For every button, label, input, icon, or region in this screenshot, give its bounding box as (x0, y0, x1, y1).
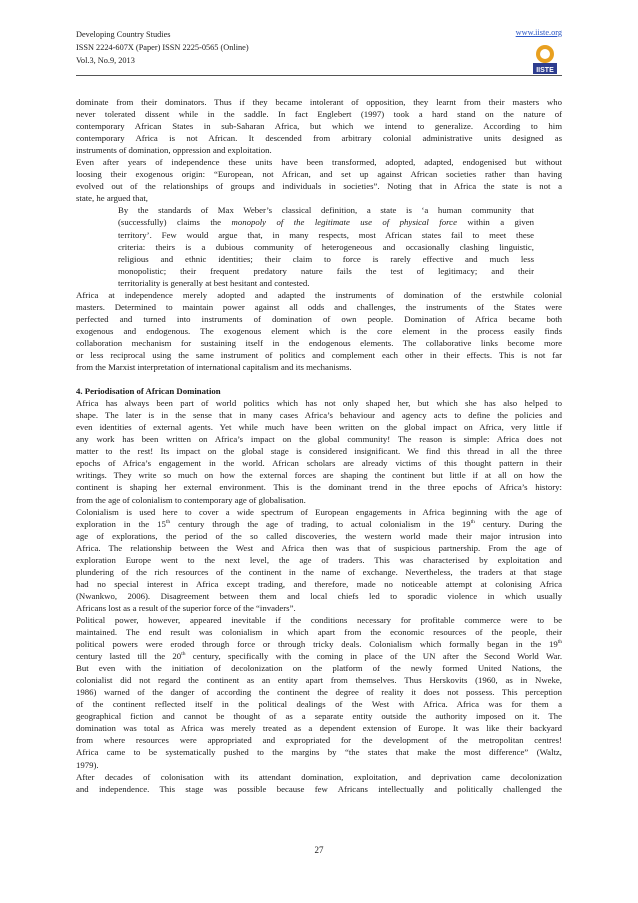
text-line: masters. Determined to maintain power against all odds and challenges, the instruments of the States were (76, 301, 562, 312)
text-line: 1979). (76, 759, 99, 770)
page-header (76, 28, 562, 92)
text-line: Africa came to be systematically pushed to the margins by “the states that make the most difference” (Waltz, (76, 747, 562, 758)
text-line: shape. The later is in the sense that in many cases Africa’s behaviour and agency acts to define the policies and (76, 410, 562, 421)
text-line: Colonialism is used here to cover a wide spectrum of European engagements in Africa beginning with the age of (76, 506, 562, 517)
superscript: th (470, 518, 475, 525)
text-segment: century lasted till the 20 (76, 651, 182, 662)
text-line (76, 650, 562, 662)
text-line: After decades of colonisation with its attendant domination, exploitation, and deprivation came decolonization (76, 771, 562, 782)
text-line: even identities of external agents. Yet while much have been written on the global impact on Africa, very little if (76, 422, 562, 433)
paragraph-4 (76, 397, 562, 505)
text-segment: century through the age of trading, to actual colonialism in the 19 (170, 518, 471, 529)
text-line: instruments of domination, oppression and exploitation. (76, 145, 272, 156)
text-line: colonialist did not regard the continent as an entity apart from themselves. Thus Herskovits (1960, as in Nweke, (76, 675, 562, 686)
header-divider (76, 75, 562, 76)
text-line: geographical fiction and cannot be thought of as a separate entity outside the authority imposed on it. The (76, 711, 562, 722)
text-line: never tolerated dissent while in the saddle. In fact Englebert (1997) took a hard stand on the nature of (76, 109, 562, 120)
text-line: (Nwankwo, 2006). Disagreement between them and local chiefs led to sporadic violence in which usually (76, 590, 562, 601)
text-segment: political powers were eroded through force or through tricky deals. Colonialism which formally began in the 19 (76, 639, 558, 650)
journal-title: Developing Country Studies (76, 30, 171, 39)
text-line: any work has been written on Africa’s impact on the global community! The reason is simple: Africa does not (76, 434, 562, 445)
quote-line: monopolistic; their frequent predatory nature fails the test of legitimacy; and their (118, 265, 534, 276)
article-body (76, 96, 562, 795)
quote-text: (successfully) claims the (118, 217, 232, 228)
text-line: perfected and turned into instruments of domination of own people. Domination of Africa became both (76, 313, 562, 324)
paragraph-1 (76, 96, 562, 156)
superscript: th (165, 518, 171, 525)
paragraph-6 (76, 614, 562, 771)
text-line (76, 638, 562, 650)
text-line: Political power, however, appeared inevitable if the conditions necessary for profitable commerce were to be (76, 614, 562, 625)
quote-line: religious and ethnic identities; their claim to force is rarely effective and much less (118, 253, 534, 264)
text-segment: century. During the (474, 518, 562, 529)
paragraph-3 (76, 289, 562, 373)
text-line: from the age of colonialism to contemporary age of globalisation. (76, 494, 306, 505)
text-line: epochs of Africa’s engagement in the world. African scholars are already victims of this thought pattern in their (76, 458, 562, 469)
text-line: Africa. The relationship between the West and Africa then was that of suspicious partnership. From the age of (76, 542, 562, 553)
quote-emphasis: monopoly of the legitimate use of physical force (231, 217, 457, 228)
text-line: from where resources were appropriated and expropriated for the development of the metropolitan centres! (76, 735, 562, 746)
quote-line: criteria: theirs is a dubious community of heterogeneous and occasionally clashing linguistic, (118, 241, 534, 252)
section-heading (76, 385, 562, 397)
paragraph-5 (76, 506, 562, 614)
text-line: Africa has always been part of world politics which has not only shaped her, but which she has also helped to (76, 398, 562, 409)
text-line: plundering of the rich resources of the continent in the name of exchange. Nevertheless, the traders at that stage (76, 566, 562, 577)
text-line: contemporary Africa is not African. It descended from arbitrary colonial administrative units designed as (76, 133, 562, 144)
text-line: loosing their exogenous origin: “European, not African, and set up against African societies rather than having (76, 169, 562, 180)
quote-text: within a given (456, 217, 534, 228)
text-line: and independence. This stage was possible because few Africans intellectually and politically challenged the (76, 783, 562, 794)
text-line: state, he argued that, (76, 193, 148, 204)
journal-volume: Vol.3, No.9, 2013 (76, 56, 135, 65)
superscript: th (181, 651, 186, 658)
text-line: But even with the initiation of decolonization on the platform of the newly formed United Nations, the (76, 663, 562, 674)
journal-url-link[interactable]: www.iiste.org (515, 28, 562, 37)
superscript: th (557, 639, 562, 646)
logo-text: IISTE (536, 67, 554, 74)
text-line: writings. They write so much on how the external forces are shaping the continent but little if at all on how the (76, 470, 562, 481)
iiste-logo-icon (530, 42, 560, 76)
text-line: Africa at independence merely adopted and adapted the instruments of domination of the erstwhile colonial (76, 289, 562, 300)
text-segment: century, specifically with the coming in place of the UN after the Second World War. (185, 651, 563, 662)
text-line: exploration Europe went to the next level, the age of traders. This was characterised by exploitation and (76, 554, 562, 565)
text-line: or less reciprocal using the same instrument of politics and complement each other in their effects. This is not far (76, 349, 562, 360)
text-line: collaboration mechanism for sustaining itself in the endogenous elements. The collaborative links become more (76, 337, 562, 348)
quote-line: By the standards of Max Weber’s classical definition, a state is ‘a human community that (118, 205, 534, 216)
journal-issn: ISSN 2224-607X (Paper) ISSN 2225-0565 (Online) (76, 43, 249, 52)
text-line: continent is shaping her external environment. This is the dominant trend in the three epochs of Africa’s history: (76, 482, 562, 493)
quote-line: territoriality is generally at best hesitant and contested. (118, 277, 310, 288)
text-line: dominate from their dominators. Thus if they became intolerant of opposition, they learnt from their masters who (76, 97, 562, 107)
page-number: 27 (314, 845, 324, 855)
quote-line: territory’. Few would argue that, in many respects, most African states fail to meet these (118, 229, 534, 240)
section-heading-text: 4. Periodisation of African Domination (76, 386, 221, 397)
text-line: 1986) warned of the danger of according the continent the degree of reality it does not possess. This perception (76, 687, 562, 698)
text-line: age of explorations, the period of the so called discoveries, the western world made their major intrusion into (76, 530, 562, 541)
block-quote (76, 204, 562, 288)
text-line: domination was total as Africa was merely treated as a dependent extension of Europe. It was like their backyard (76, 723, 562, 734)
text-line: of the continent reflected itself in the political dealings of the West with Africa. Africa was for them a (76, 699, 562, 710)
text-line: had no special interest in Africa except trading, and therefore, made no noticeable attempt at colonising Africa (76, 578, 562, 589)
text-line: contemporary African States in sub-Saharan Africa, but which we intend to generalize. According to him (76, 121, 562, 132)
text-line (76, 518, 562, 530)
text-line: maintained. The end result was colonialism in which apart from the economic resources of the people, their (76, 627, 562, 638)
paragraph-7 (76, 771, 562, 795)
text-line: matter to the rest! Its impact on the global stage is considered insignificant. We find this thread in all the three (76, 446, 562, 457)
text-line: exogenous and endogenous. The exogenous element which is the core element in the process easily finds (76, 325, 562, 336)
text-line: Even after years of independence these units have been transformed, adopted, adapted, endogenised but without (76, 157, 562, 168)
text-line: evolved out of the relationships of groups and individuals in societies”. Noting that in Africa the state is not a (76, 181, 562, 192)
text-line: Africans lost as a result of the superior force of the “invaders”. (76, 602, 296, 613)
paragraph-2 (76, 156, 562, 204)
text-line: from the Marxist interpretation of international capitalism and its mechanisms. (76, 362, 352, 373)
quote-line (76, 216, 562, 228)
text-segment: exploration in the 15 (76, 518, 166, 529)
